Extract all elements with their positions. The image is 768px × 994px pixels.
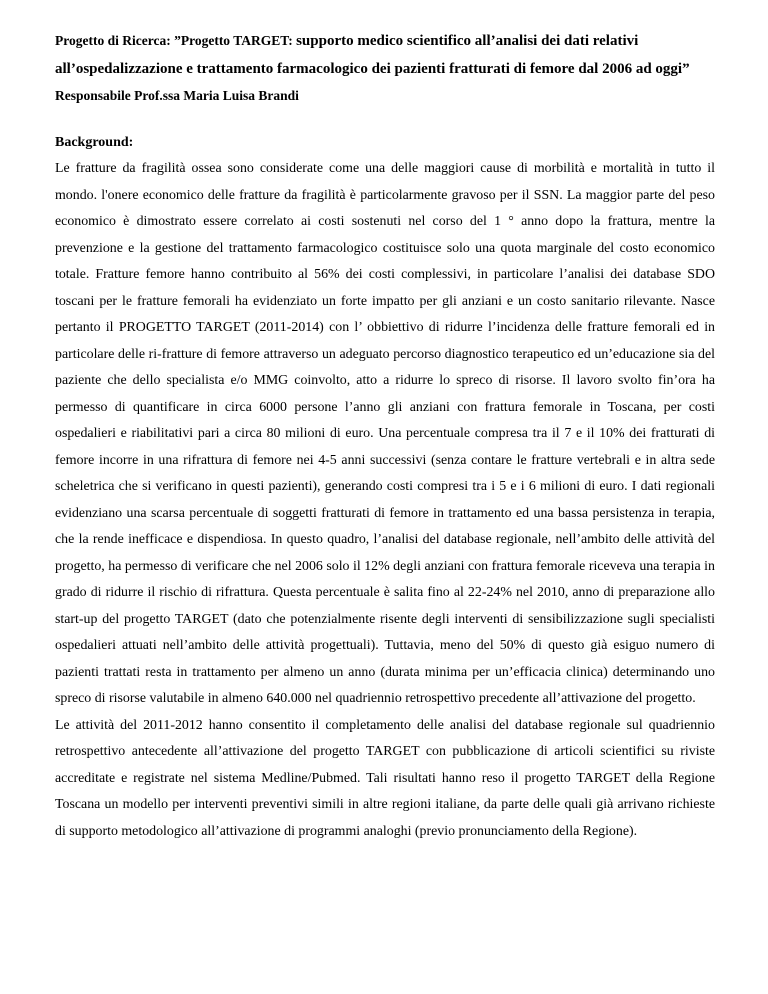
title-lead: Progetto di Ricerca: ”Progetto TARGET: — [55, 33, 297, 48]
background-paragraph-2: Le attività del 2011-2012 hanno consentito il completamento delle analisi del database regionale sul quadriennio retrospettivo antecedente all’attivazione del progetto TARGET con pubblicazione di articoli scientifici su riviste accreditate e registrate nel sistema Medline/Pubmed. Tali risultati hanno reso il progetto TARGET della Regione Toscana un modello per interventi preventivi simili in altre regioni italiane, da parte delle quali già arrivano richieste di supporto metodologico all’attivazione di programmi analoghi (previo pronunciamento della Regione). — [55, 717, 715, 839]
document-page — [55, 28, 715, 845]
document-title — [55, 28, 715, 83]
responsible-person: Responsabile Prof.ssa Maria Luisa Brandi — [55, 88, 299, 103]
background-heading: Background: — [55, 134, 134, 150]
title-rest: supporto medico scientifico all’analisi dei dati relativi all’ospedalizzazione e trattamento farmacologico dei pazienti fratturati di femore dal 2006 ad oggi” — [55, 33, 690, 77]
background-paragraph-1: Le fratture da fragilità ossea sono considerate come una delle maggiori cause di morbilità e mortalità in tutto il mondo. l'onere economico delle fratture da fragilità è particolarmente gravoso per il SSN. La maggior parte del peso economico è dimostrato essere correlato ai costi sostenuti nel corso del 1 ° anno dopo la frattura, mentre la prevenzione e la gestione del trattamento farmacologico costituisce solo una quota marginale del costo economico totale. Fratture femore hanno contribuito al 56% dei costi complessivi, in particolare l’analisi dei database SDO toscani per le fratture femorali ha evidenziato un forte impatto per gli anziani e un costo sanitario rilevante. Nasce pertanto il PROGETTO TARGET (2011-2014) con l’ obbiettivo di ridurre l’incidenza delle fratture femorali ed in particolare delle ri-fratture di femore attraverso un adeguato percorso diagnostico terapeutico ed un’educazione sia del paziente che dello specialista e/o MMG coinvolto, atto a ridurre lo spreco di risorse. Il lavoro svolto fin’ora ha permesso di quantificare in circa 6000 persone l’anno gli anziani con frattura femorale in Toscana, per costi ospedalieri e riabilitativi pari a circa 80 milioni di euro. Una percentuale compresa tra il 7 e il 10% dei fratturati di femore incorre in una rifrattura di femore nei 4-5 anni successivi (senza contare le fratture vertebrali e in altra sede scheletrica che si verificano in questi pazienti), generando costi compresi tra i 5 e i 6 milioni di euro. I dati regionali evidenziano una scarsa percentuale di soggetti fratturati di femore in trattamento ed una bassa persistenza in terapia, che la rende inefficace e dispendiosa. In questo quadro, l’analisi del database regionale, nell’ambito delle attività del progetto, ha permesso di verificare che nel 2006 solo il 12% degli anziani con frattura femorale riceveva una terapia in grado di ridurre il rischio di rifrattura. Questa percentuale è salita fino al 22-24% nel 2010, anno di preparazione allo start-up del progetto TARGET (dato che potenzialmente risente degli interventi di sensibilizzazione sugli specialisti ospedalieri attuati nell’ambito delle attività progettuali). Tuttavia, meno del 50% di questo già esiguo numero di pazienti trattati resta in trattamento per almeno un anno (durata minima per un’efficacia clinica) determinando uno spreco di risorse valutabile in almeno 640.000 nel quadriennio retrospettivo precedente all’attivazione del progetto. — [55, 161, 715, 706]
